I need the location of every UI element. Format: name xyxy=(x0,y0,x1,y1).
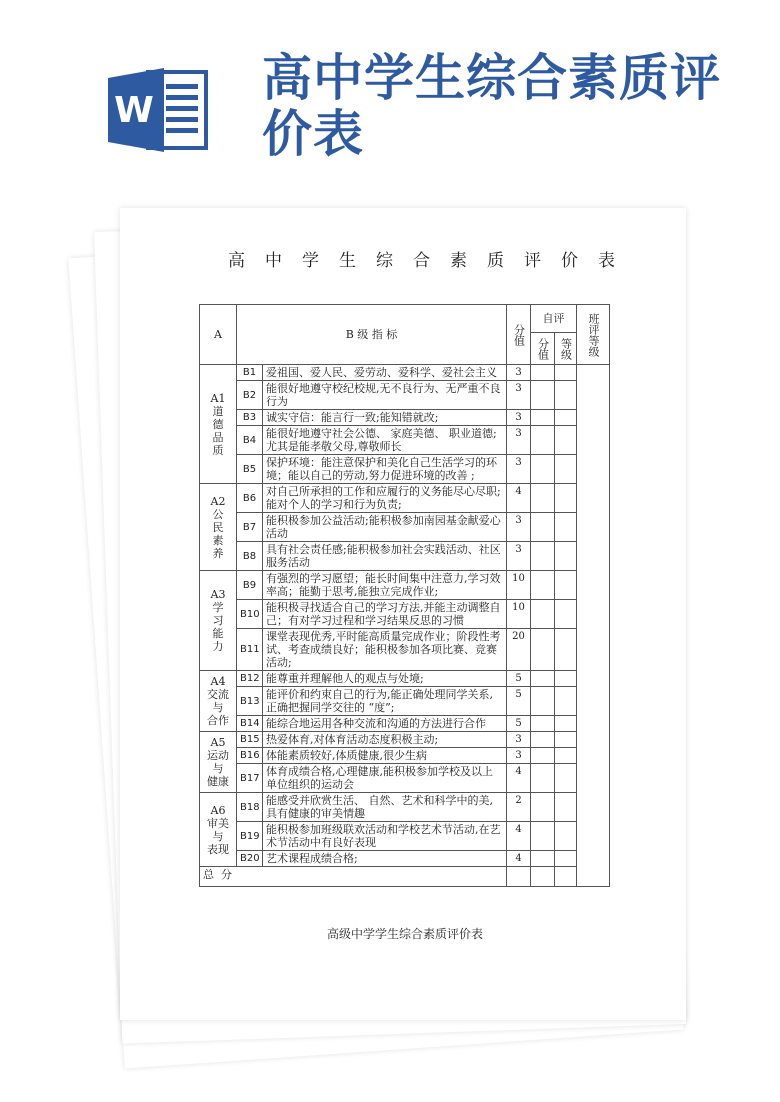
indicator-text: 艺术课程成绩合格; xyxy=(263,851,507,867)
indicator-text: 课堂表现优秀,平时能高质量完成作业；阶段性考试、考查成绩良好；能积极参加各项比赛、竞赛活动; xyxy=(263,629,507,671)
indicator-score: 5 xyxy=(507,687,531,716)
category-label: A4 交流 与 合作 xyxy=(200,671,237,732)
self-score-cell[interactable] xyxy=(531,629,555,671)
indicator-text: 体育成绩合格,心理健康,能积极参加学校及以上单位组织的运动会 xyxy=(263,764,507,793)
table-row xyxy=(200,851,610,867)
self-grade-cell[interactable] xyxy=(555,410,577,426)
document-title: 高中学生综合素质评价表 xyxy=(228,251,635,271)
total-self-score-cell[interactable] xyxy=(531,867,555,887)
indicator-text: 保护环境：能注意保护和美化自己生活学习的环境；能以自己的劳动,努力促进环境的改善 ; xyxy=(263,455,507,484)
self-grade-cell[interactable] xyxy=(555,687,577,716)
indicator-score: 3 xyxy=(507,410,531,426)
header-self-grade: 等级 xyxy=(555,333,577,365)
self-score-cell[interactable] xyxy=(531,455,555,484)
table-row xyxy=(200,764,610,793)
self-score-cell[interactable] xyxy=(531,793,555,822)
word-logo-icon xyxy=(108,68,208,152)
self-grade-cell[interactable] xyxy=(555,381,577,410)
self-grade-cell[interactable] xyxy=(555,455,577,484)
self-grade-cell[interactable] xyxy=(555,764,577,793)
table-row xyxy=(200,629,610,671)
self-score-cell[interactable] xyxy=(531,484,555,513)
self-grade-cell[interactable] xyxy=(555,732,577,748)
indicator-code: B19 xyxy=(237,822,263,851)
total-self-grade-cell[interactable] xyxy=(555,867,577,887)
indicator-text: 能尊重并理解他人的观点与处境; xyxy=(263,671,507,687)
header-self-eval: 自评 xyxy=(531,305,577,333)
self-grade-cell[interactable] xyxy=(555,365,577,381)
self-grade-cell[interactable] xyxy=(555,748,577,764)
header-self-score: 分值 xyxy=(531,333,555,365)
indicator-score: 3 xyxy=(507,455,531,484)
total-label: 总 分 xyxy=(200,867,507,887)
indicator-score: 3 xyxy=(507,365,531,381)
indicator-code: B17 xyxy=(237,764,263,793)
indicator-score: 3 xyxy=(507,732,531,748)
indicator-score: 5 xyxy=(507,716,531,732)
indicator-code: B12 xyxy=(237,671,263,687)
self-grade-cell[interactable] xyxy=(555,822,577,851)
table-row xyxy=(200,484,610,513)
self-score-cell[interactable] xyxy=(531,571,555,600)
indicator-code: B3 xyxy=(237,410,263,426)
indicator-code: B6 xyxy=(237,484,263,513)
document-footer: 高级中学学生综合素质评价表 xyxy=(326,927,483,941)
self-score-cell[interactable] xyxy=(531,671,555,687)
table-row xyxy=(200,426,610,455)
self-score-cell[interactable] xyxy=(531,822,555,851)
self-score-cell[interactable] xyxy=(531,542,555,571)
indicator-text: 能积极参加班级联欢活动和学校艺术节活动,在艺术节活动中有良好表现 xyxy=(263,822,507,851)
indicator-score: 4 xyxy=(507,822,531,851)
indicator-score: 4 xyxy=(507,851,531,867)
category-label: A5 运动 与 健康 xyxy=(200,732,237,793)
indicator-score: 4 xyxy=(507,484,531,513)
self-score-cell[interactable] xyxy=(531,732,555,748)
indicator-text: 对自己所承担的工作和应履行的义务能尽心尽职;能对个人的学习和行为负责; xyxy=(263,484,507,513)
table-row xyxy=(200,822,610,851)
indicator-code: B4 xyxy=(237,426,263,455)
self-score-cell[interactable] xyxy=(531,764,555,793)
header-a: A xyxy=(200,305,237,365)
self-score-cell[interactable] xyxy=(531,600,555,629)
indicator-code: B14 xyxy=(237,716,263,732)
table-row xyxy=(200,600,610,629)
self-score-cell[interactable] xyxy=(531,748,555,764)
indicator-text: 能积极参加公益活动;能积极参加南园基金献爱心活动 xyxy=(263,513,507,542)
table-row xyxy=(200,748,610,764)
indicator-code: B7 xyxy=(237,513,263,542)
self-grade-cell[interactable] xyxy=(555,629,577,671)
self-score-cell[interactable] xyxy=(531,687,555,716)
table-row xyxy=(200,513,610,542)
indicator-code: B20 xyxy=(237,851,263,867)
indicator-text: 能评价和约束自己的行为,能正确处理同学关系,正确把握同学交往的 “度”; xyxy=(263,687,507,716)
indicator-score: 3 xyxy=(507,748,531,764)
total-score-cell[interactable] xyxy=(507,867,531,887)
self-score-cell[interactable] xyxy=(531,381,555,410)
indicator-code: B13 xyxy=(237,687,263,716)
self-grade-cell[interactable] xyxy=(555,851,577,867)
header-score: 分值 xyxy=(507,305,531,365)
category-label: A3 学 习 能 力 xyxy=(200,571,237,671)
indicator-text: 爱祖国、爱人民、爱劳动、爱科学、爱社会主义 xyxy=(263,365,507,381)
self-grade-cell[interactable] xyxy=(555,484,577,513)
self-score-cell[interactable] xyxy=(531,410,555,426)
self-score-cell[interactable] xyxy=(531,851,555,867)
indicator-code: B15 xyxy=(237,732,263,748)
indicator-score: 20 xyxy=(507,629,531,671)
self-grade-cell[interactable] xyxy=(555,571,577,600)
self-grade-cell[interactable] xyxy=(555,542,577,571)
indicator-text: 具有社会责任感;能积极参加社会实践活动、社区服务活动 xyxy=(263,542,507,571)
indicator-code: B18 xyxy=(237,793,263,822)
indicator-score: 10 xyxy=(507,600,531,629)
table-row xyxy=(200,716,610,732)
category-label: A1 道 德 品 质 xyxy=(200,365,237,484)
self-grade-cell[interactable] xyxy=(555,716,577,732)
category-label: A2 公 民 素 养 xyxy=(200,484,237,571)
indicator-score: 3 xyxy=(507,426,531,455)
table-row xyxy=(200,732,610,748)
indicator-text: 能综合地运用各种交流和沟通的方法进行合作 xyxy=(263,716,507,732)
indicator-score: 3 xyxy=(507,381,531,410)
indicator-score: 3 xyxy=(507,542,531,571)
self-score-cell[interactable] xyxy=(531,365,555,381)
table-row xyxy=(200,793,610,822)
self-grade-cell[interactable] xyxy=(555,793,577,822)
indicator-text: 热爱体育,对体育活动态度积极主动; xyxy=(263,732,507,748)
indicator-score: 10 xyxy=(507,571,531,600)
self-grade-cell[interactable] xyxy=(555,671,577,687)
indicator-code: B8 xyxy=(237,542,263,571)
indicator-code: B10 xyxy=(237,600,263,629)
table-row xyxy=(200,455,610,484)
self-score-cell[interactable] xyxy=(531,716,555,732)
indicator-score: 4 xyxy=(507,764,531,793)
self-grade-cell[interactable] xyxy=(555,600,577,629)
total-row xyxy=(200,867,610,887)
indicator-text: 能很好地遵守校纪校规,无不良行为、无严重不良行为 xyxy=(263,381,507,410)
table-row xyxy=(200,542,610,571)
class-grade-cell[interactable] xyxy=(577,365,610,887)
indicator-text: 能积极寻找适合自己的学习方法,并能主动调整自己；有对学习过程和学习结果反思的习惯 xyxy=(263,600,507,629)
self-score-cell[interactable] xyxy=(531,426,555,455)
indicator-score: 3 xyxy=(507,513,531,542)
indicator-code: B2 xyxy=(237,381,263,410)
self-grade-cell[interactable] xyxy=(555,513,577,542)
table-row xyxy=(200,671,610,687)
self-score-cell[interactable] xyxy=(531,513,555,542)
table-row xyxy=(200,381,610,410)
indicator-text: 能感受并欣赏生活、 自然、艺术和科学中的美,具有健康的审美情趣 xyxy=(263,793,507,822)
header-b-indicator: B 级 指 标 xyxy=(237,305,507,365)
evaluation-table xyxy=(199,304,610,887)
indicator-text: 能很好地遵守社会公德、 家庭美德、 职业道德;尤其是能孝敬父母,尊敬师长 xyxy=(263,426,507,455)
header-class-grade: 班评等级 xyxy=(577,305,610,365)
indicator-code: B11 xyxy=(237,629,263,671)
indicator-code: B5 xyxy=(237,455,263,484)
indicator-score: 2 xyxy=(507,793,531,822)
table-row xyxy=(200,571,610,600)
self-grade-cell[interactable] xyxy=(555,426,577,455)
indicator-text: 体能素质较好,体质健康,很少生病 xyxy=(263,748,507,764)
header xyxy=(0,0,780,200)
category-label: A6 审美 与 表现 xyxy=(200,793,237,867)
indicator-code: B1 xyxy=(237,365,263,381)
indicator-text: 有强烈的学习愿望；能长时间集中注意力,学习效率高；能勤于思考,能独立完成作业; xyxy=(263,571,507,600)
table-row xyxy=(200,365,610,381)
indicator-text: 诚实守信：能言行一致;能知错就改; xyxy=(263,410,507,426)
table-row xyxy=(200,687,610,716)
indicator-code: B16 xyxy=(237,748,263,764)
logo-letter: W xyxy=(114,90,154,131)
table-row xyxy=(200,410,610,426)
header-title: 高中学生综合素质评价表 xyxy=(262,49,721,163)
indicator-code: B9 xyxy=(237,571,263,600)
indicator-score: 5 xyxy=(507,671,531,687)
